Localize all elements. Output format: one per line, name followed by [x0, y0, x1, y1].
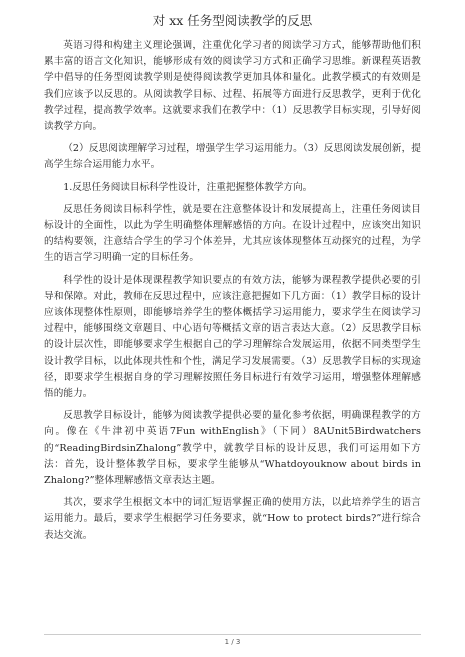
paragraph-reflection-points: （2）反思阅读理解学习过程，增强学生学习运用能力。（3）反思阅读发展创新，提高学生综合运用能力水平。: [44, 143, 421, 171]
page-number: 1 / 3: [224, 638, 241, 646]
section-heading-1: 1.反思任务阅读目标科学性设计，注重把握整体教学方向。: [63, 181, 313, 193]
footer-divider: [44, 634, 421, 635]
document-title: 对 xx 任务型阅读教学的反思: [152, 13, 313, 28]
paragraph-goal-scientific: 反思任务阅读目标科学性，就是要在注意整体设计和发展提高上，注重任务阅读目标设计的全面性，以此为学生明确整体理解感悟的方向。在设计过程中，应该突出知识的结构要领，注意结合学生的学习个体差异，尤其应该体现整体互动探究的过程，为学生的语言学习明确一定的目标任务。: [44, 203, 421, 264]
paragraph-next-steps: 其次，要求学生根据文本中的词汇短语掌握正确的使用方法，以此培养学生的语言运用能力。最后，要求学生根据学习任务要求，就“How to protect birds?”进行综合表达交流。: [44, 497, 421, 541]
paragraph-goal-example: 反思教学目标设计，能够为阅读教学提供必要的量化参考依据，明确课程教学的方向。像在《牛津初中英语7Fun withEnglish》（下同）8AUnit5Birdwatchers 的“ReadingBirdsinZhalong”教学中，就教学目标的设计反思，我们可运用如下方法：首先，设计整体教学目标，要求学生能够从“Whatdoyouknow about birds in Zhalong?”整体理解感悟文章表达主题。: [44, 410, 421, 487]
paragraph-scientific-design: 科学性的设计是体现课程教学知识要点的有效方法，能够为课程教学提供必要的引导和保障。对此，教师在反思过程中，应该注意把握如下几方面：（1）教学目标的设计应该体现整体性原则，即能够培养学生的整体概括学习运用能力，要求学生在阅读学习过程中，能够围绕文章题目、中心语句等概括文章的语言表达大意。（2）反思教学目标的设计层次性，即能够要求学生根据自己的学习理解综合发展运用，依据不同类型学生设计教学目标，以此体现共性和个性，满足学习发展需要。（3）反思教学目标的实现途径，即要求学生根据自身的学习理解按照任务目标进行有效学习运用，增强整体理解感悟的能力。: [44, 274, 421, 400]
paragraph-intro: 英语习得和构建主义理论强调，注重优化学习者的阅读学习方式，能够帮助他们积累丰富的语言文化知识，能够形成有效的阅读学习方式和正确学习思维。新课程英语教学中倡导的任务型阅读教学则是使得阅读教学更加具体和量化。此教学模式的有效则是我们应该予以反思的。从阅读教学目标、过程、拓展等方面进行反思教学，更利于优化教学过程，提高教学效率。这就要求我们在教学中：（1）反思教学目标实现，引导好阅读教学方向。: [44, 40, 421, 133]
